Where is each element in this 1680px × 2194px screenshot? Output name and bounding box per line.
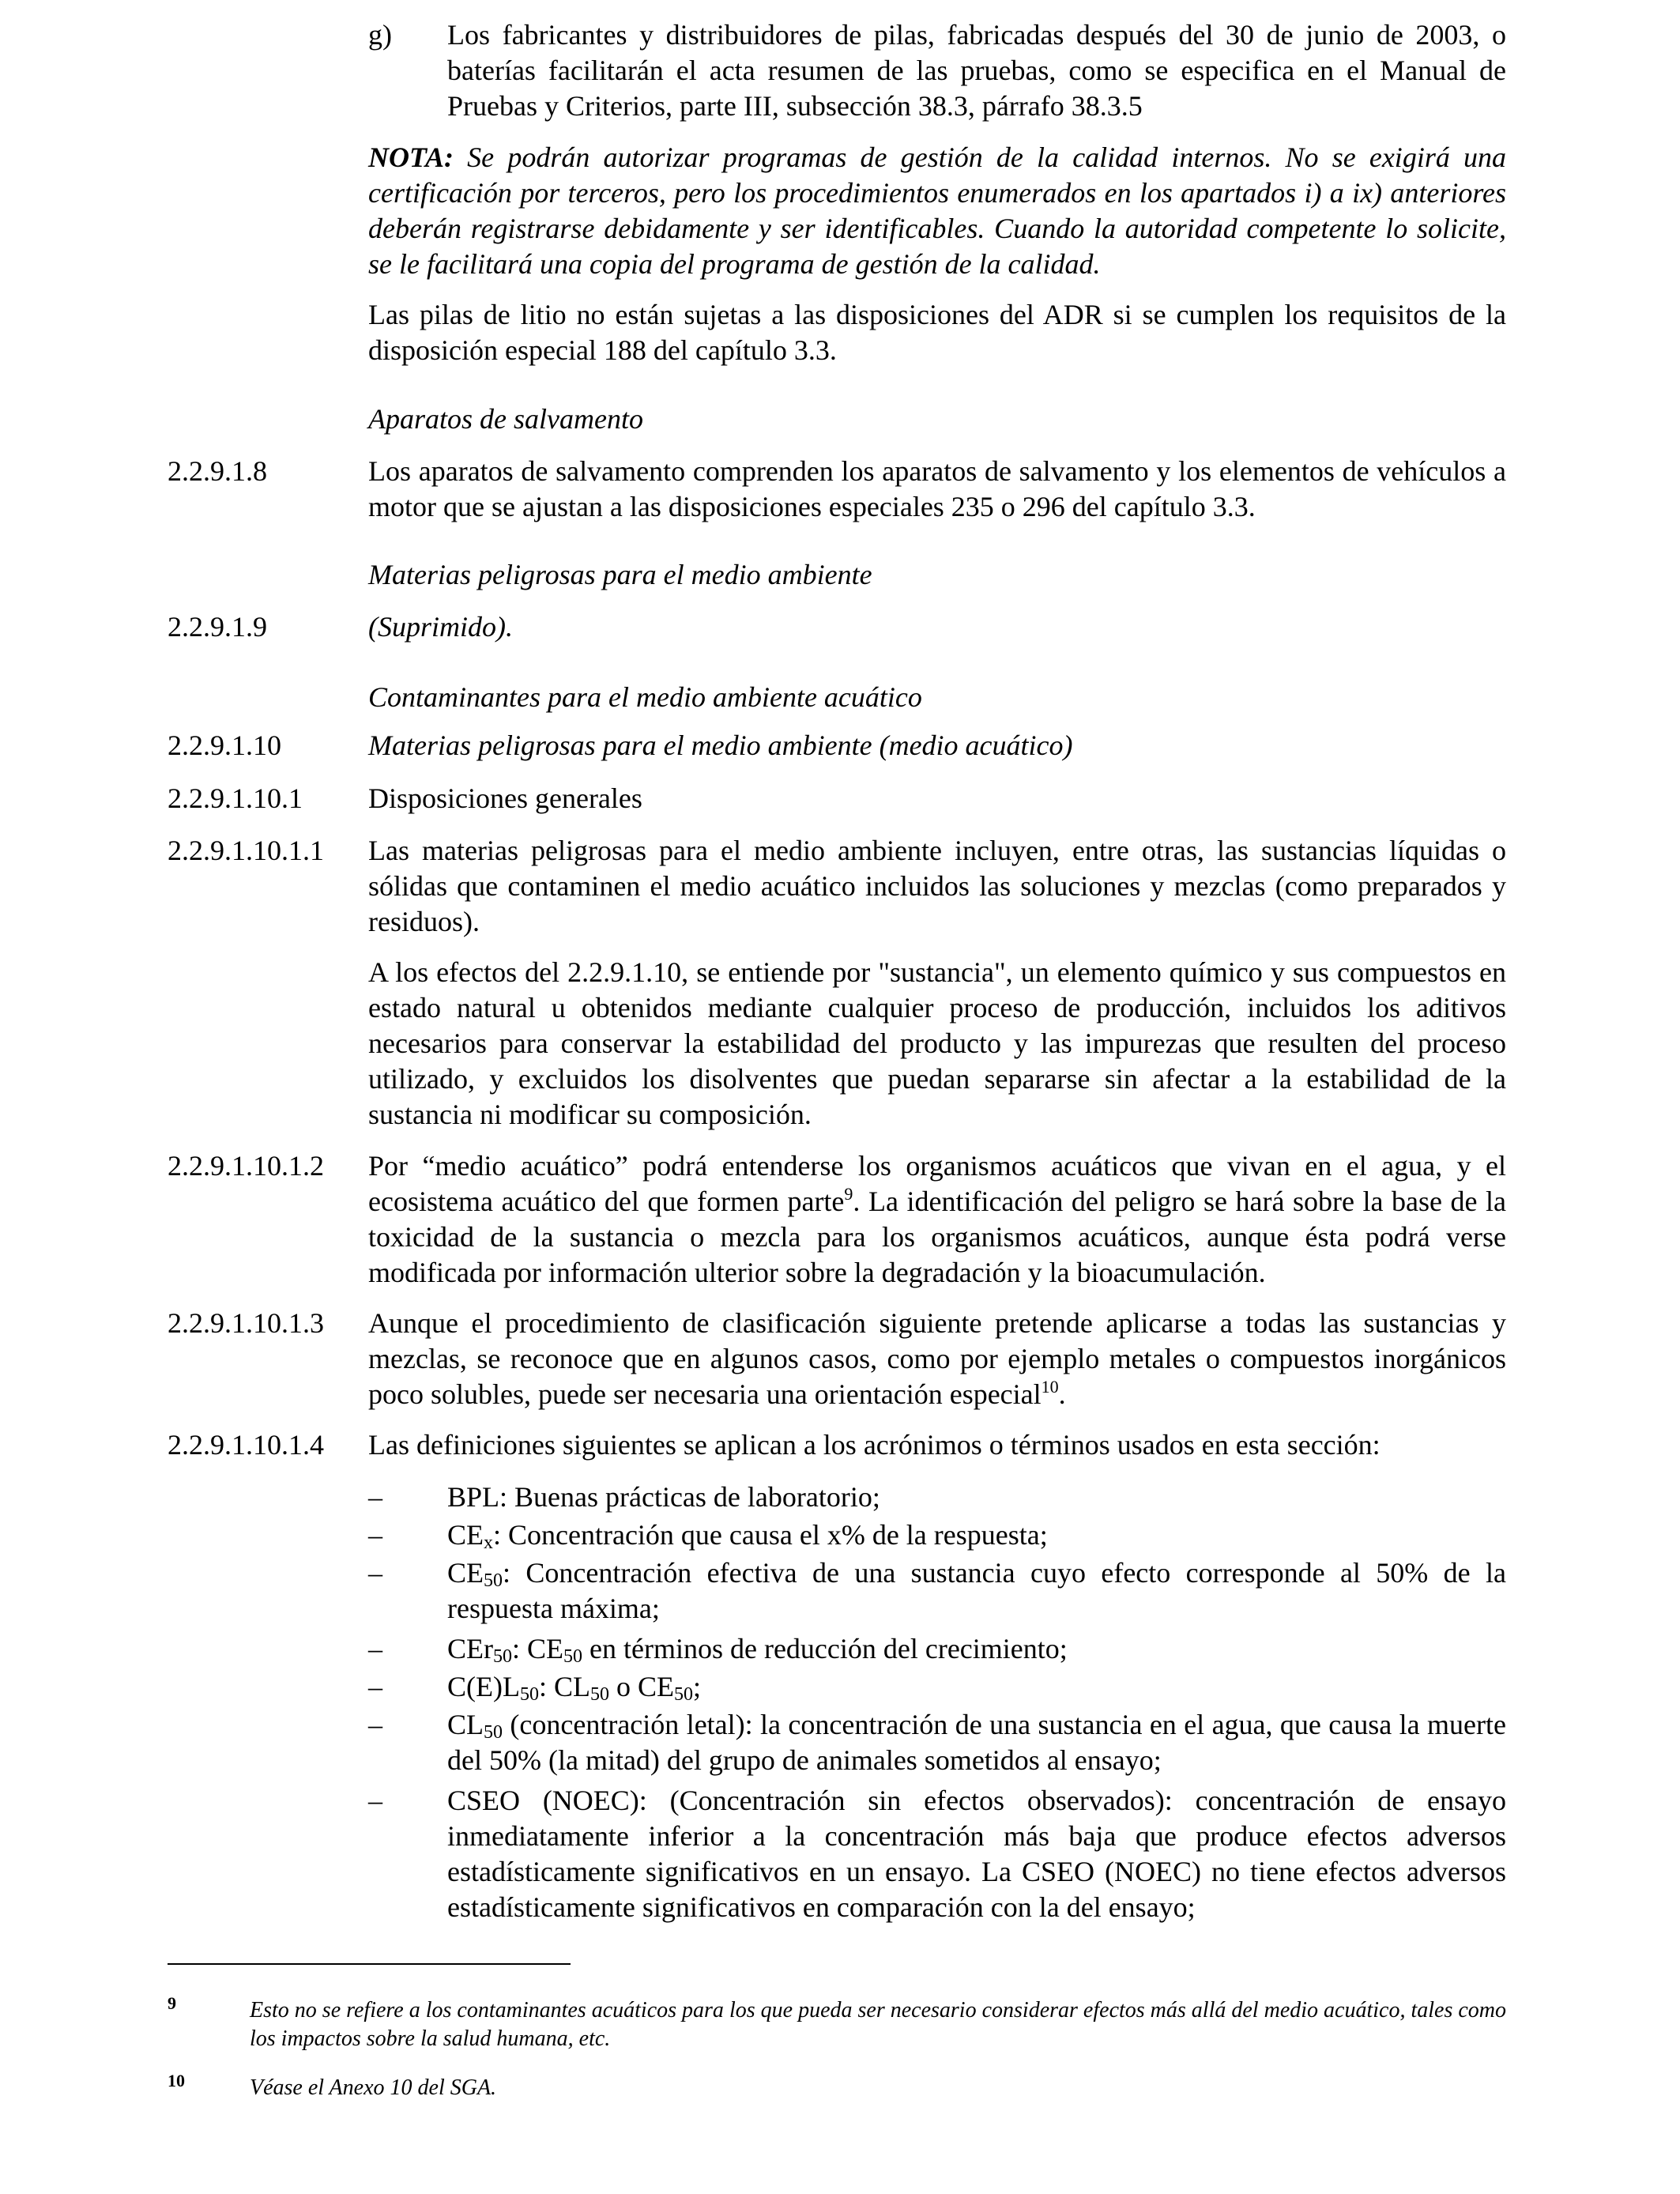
section-text: [368, 1306, 1506, 1412]
section-text-part: Por “medio acuático” podrá entenderse los organismos acuáticos que vivan en el agua, y el ecosistema acuático del que formen parte: [368, 1150, 1506, 1217]
definition-item: [447, 1555, 1506, 1627]
subscript: 50: [519, 1684, 539, 1705]
list-dash: –: [368, 1481, 382, 1513]
definition-text: o CE: [608, 1671, 674, 1702]
section-number: 2.2.9.1.10.1.3: [168, 1307, 324, 1339]
definition-item: BPL: Buenas prácticas de laboratorio;: [447, 1481, 880, 1513]
section-number: 2.2.9.1.10.1.4: [168, 1429, 324, 1461]
section-number: 2.2.9.1.8: [168, 455, 267, 487]
footnote-text: Esto no se refiere a los contaminantes acuáticos para los que pueda ser necesario considerar efectos más allá del medio acuático, tales como los impactos sobre la salud humana, etc.: [250, 1998, 1506, 2051]
definition-item: [447, 1631, 1506, 1667]
list-dash: –: [368, 1709, 382, 1740]
section-text: A los efectos del 2.2.9.1.10, se entiende por "sustancia", un elemento químico y sus compuestos en estado natural u obtenidos mediante cualquier proceso de producción, incluidos los aditivos necesarios para conservar la estabilidad del producto y las impurezas que resulten del proceso utilizado, y excluidos los disolventes que puedan separarse sin afectar a la estabilidad de la sustancia ni modificar su composición.: [368, 956, 1506, 1130]
term: C(E)L: [447, 1671, 520, 1702]
nota-label: NOTA:: [368, 141, 454, 173]
section-text: Las definiciones siguientes se aplican a los acrónimos o términos usados en esta sección:: [368, 1429, 1381, 1461]
heading-medio-ambiente: Materias peligrosas para el medio ambiente: [368, 559, 872, 590]
term: CE: [447, 1519, 484, 1551]
definition-item: [447, 1669, 1506, 1705]
footnote-number: 9: [168, 1993, 176, 2013]
subscript: 50: [674, 1684, 693, 1705]
footnote-separator: [168, 1963, 571, 1965]
litio-paragraph: Las pilas de litio no están sujetas a las disposiciones del ADR si se cumplen los requisitos de la disposición especial 188 del capítulo 3.3.: [368, 299, 1506, 366]
heading-salvamento: Aparatos de salvamento: [368, 403, 643, 435]
heading-contaminantes: Contaminantes para el medio ambiente acuático: [368, 681, 922, 713]
section-number: 2.2.9.1.10.1: [168, 782, 303, 814]
subscript: x: [484, 1532, 494, 1553]
section-text: Disposiciones generales: [368, 782, 642, 814]
nota-paragraph: [368, 140, 1506, 282]
subscript: 50: [563, 1646, 583, 1667]
section-text-part: . La identificación del peligro se hará sobre la base de la toxicidad de la sustancia o mezcla para los organismos acuáticos, aunque ésta podrá verse modificada por información ulterior sobre la degradación y la bioacumulación.: [368, 1186, 1506, 1288]
list-dash: –: [368, 1785, 382, 1816]
footnote-ref: 9: [844, 1184, 853, 1204]
footnote-text: Véase el Anexo 10 del SGA.: [250, 2075, 497, 2100]
section-text: Las materias peligrosas para el medio ambiente incluyen, entre otras, las sustancias líquidas o sólidas que contaminen el medio acuático incluidos las soluciones y mezclas (como preparados y residuos).: [368, 835, 1506, 937]
section-number: 2.2.9.1.10.1.1: [168, 835, 324, 866]
subscript: 50: [493, 1646, 512, 1667]
section-number: 2.2.9.1.9: [168, 611, 267, 643]
definition-item: [447, 1707, 1506, 1778]
definition-item: [447, 1517, 1506, 1553]
definition-text: : CE: [512, 1633, 564, 1664]
list-marker-g: g): [368, 19, 392, 51]
section-text: Los aparatos de salvamento comprenden los aparatos de salvamento y los elementos de vehículos a motor que se ajustan a las disposiciones especiales 235 o 296 del capítulo 3.3.: [368, 455, 1506, 522]
definition-text: : Concentración efectiva de una sustancia cuyo efecto corresponde al 50% de la respuesta máxima;: [447, 1557, 1506, 1624]
footnote-ref: 10: [1041, 1377, 1059, 1397]
definition-text: : CL: [538, 1671, 590, 1702]
definition-item: CSEO (NOEC): (Concentración sin efectos observados): concentración de ensayo inmediatamente inferior a la concentración más baja que produce efectos adversos estadísticamente significativos en un ensayo. La CSEO (NOEC) no tiene efectos adversos estadísticamente significativos en comparación con la del ensayo;: [447, 1785, 1506, 1923]
subscript: 50: [484, 1722, 503, 1743]
footnote-number: 10: [168, 2071, 185, 2090]
list-dash: –: [368, 1557, 382, 1589]
subscript: 50: [484, 1570, 503, 1591]
nota-text: Se podrán autorizar programas de gestión de la calidad internos. No se exigirá una certificación por terceros, pero los procedimientos enumerados en los apartados i) a ix) anteriores deberán registrarse debidamente y ser identificables. Cuando la autoridad competente lo solicite, se le facilitará una copia del programa de gestión de la calidad.: [368, 141, 1506, 280]
section-number: 2.2.9.1.10: [168, 729, 281, 761]
term: CE: [447, 1557, 484, 1589]
item-g-text: Los fabricantes y distribuidores de pilas, fabricadas después del 30 de junio de 2003, o baterías facilitarán el acta resumen de las pruebas, como se especifica en el Manual de Pruebas y Criterios, parte III, subsección 38.3, párrafo 38.3.5: [447, 19, 1506, 122]
list-dash: –: [368, 1671, 382, 1702]
section-text-part: Aunque el procedimiento de clasificación siguiente pretende aplicarse a todas las sustancias y mezclas, se reconoce que en algunos casos, como por ejemplo metales o compuestos inorgánicos poco solubles, puede ser necesaria una orientación especial: [368, 1307, 1506, 1410]
section-text: (Suprimido).: [368, 611, 513, 643]
section-text: Materias peligrosas para el medio ambiente (medio acuático): [368, 729, 1073, 761]
definition-text: en términos de reducción del crecimiento;: [582, 1633, 1068, 1664]
section-text-part: .: [1058, 1378, 1066, 1410]
definition-text: ;: [693, 1671, 702, 1702]
list-dash: –: [368, 1633, 382, 1664]
section-number: 2.2.9.1.10.1.2: [168, 1150, 324, 1182]
term: CEr: [447, 1633, 493, 1664]
definition-text: (concentración letal): la concentración de una sustancia en el agua, que causa la muerte del 50% (la mitad) del grupo de animales sometidos al ensayo;: [447, 1709, 1506, 1776]
term: CL: [447, 1709, 484, 1740]
subscript: 50: [590, 1684, 609, 1705]
list-dash: –: [368, 1519, 382, 1551]
section-text: [368, 1148, 1506, 1291]
definition-text: : Concentración que causa el x% de la respuesta;: [493, 1519, 1048, 1551]
